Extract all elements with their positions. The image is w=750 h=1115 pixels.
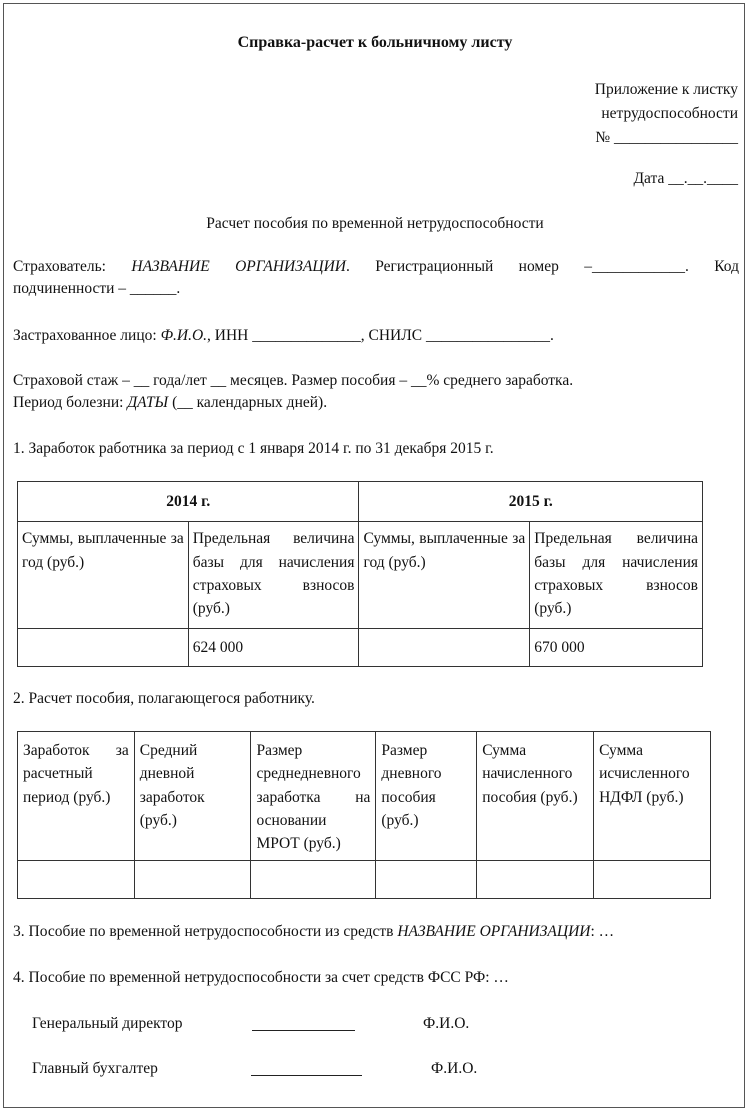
benefit-calc-table	[17, 731, 711, 899]
section-3-line	[13, 920, 739, 943]
col-mrot-header: Размер среднедневного заработка на основании МРОТ (руб.)	[251, 732, 376, 861]
insurer-reg-number: . Регистрационный номер –____________. Код	[345, 258, 739, 275]
document-subtitle: Расчет пособия по временной нетрудоспособности	[206, 215, 544, 232]
year-2015-header: 2015 г.	[359, 482, 703, 522]
accrued-benefit-value	[477, 861, 594, 899]
limit-2014-header: Предельная величина базы для начисления страховых взносов (руб.)	[188, 522, 359, 629]
director-signature-line	[252, 1030, 355, 1031]
daily-benefit-value	[376, 861, 477, 899]
director-label: Генеральный директор	[32, 1015, 183, 1032]
mrot-value	[251, 861, 376, 899]
avg-daily-value	[134, 861, 251, 899]
illness-days: (__ календарных дней).	[172, 394, 328, 412]
ndfl-value	[594, 861, 711, 899]
attachment-line-2: нетрудоспособности	[601, 105, 738, 123]
limit-2015-value: 670 000	[530, 629, 703, 667]
col-avg-daily-header: Средний дневной заработок (руб.)	[134, 732, 251, 861]
insurer-line-1	[13, 256, 739, 278]
col-accrued-benefit-header: Сумма начисленного пособия (руб.)	[477, 732, 594, 861]
illness-dates: ДАТЫ	[127, 394, 169, 412]
limit-2015-header: Предельная величина базы для начисления страховых взносов (руб.)	[530, 522, 703, 629]
insurer-paragraph	[13, 256, 739, 301]
col-earnings-header: Заработок за расчетный период (руб.)	[18, 732, 135, 861]
insured-paragraph	[13, 324, 739, 347]
illness-period-line	[13, 392, 739, 414]
accountant-label: Главный бухгалтер	[32, 1060, 158, 1077]
paid-2015-header: Суммы, выплаченные за год (руб.)	[359, 522, 530, 629]
section-3-prefix: 3. Пособие по временной нетрудоспособности из средств	[13, 923, 394, 940]
earnings-value	[18, 861, 135, 899]
section-3-org: НАЗВАНИЕ ОРГАНИЗАЦИИ	[397, 923, 591, 940]
accountant-signature-line	[251, 1075, 362, 1076]
director-name: Ф.И.О.	[423, 1015, 470, 1032]
insurer-label: Страхователь:	[13, 258, 106, 275]
section-3-suffix: : …	[590, 923, 615, 940]
paid-2015-value	[359, 629, 530, 667]
illness-period-label: Период болезни:	[13, 394, 124, 412]
insurance-stage-line: Страховой стаж – __ года/лет __ месяцев. Размер пособия – __% среднего заработка.	[13, 372, 574, 389]
insured-label: Застрахованное лицо:	[13, 327, 157, 344]
paid-2014-value	[18, 629, 189, 667]
limit-2014-value: 624 000	[188, 629, 359, 667]
section-4-line: 4. Пособие по временной нетрудоспособности за счет средств ФСС РФ: …	[13, 969, 509, 986]
insured-ids: , ИНН ______________, СНИЛС ________________.	[207, 327, 554, 344]
accountant-name: Ф.И.О.	[431, 1060, 478, 1077]
section-2-heading: 2. Расчет пособия, полагающегося работнику.	[13, 690, 315, 707]
section-1-heading: 1. Заработок работника за период с 1 января 2014 г. по 31 декабря 2015 г.	[13, 440, 494, 457]
insurer-subordination: подчиненности – ______.	[13, 280, 181, 298]
insurer-org-name: НАЗВАНИЕ ОРГАНИЗАЦИИ	[131, 258, 346, 275]
insured-fio: Ф.И.О.	[160, 327, 208, 344]
attachment-line-1: Приложение к листку	[594, 81, 738, 98]
col-daily-benefit-header: Размер дневного пособия (руб.)	[376, 732, 477, 861]
attachment-block	[595, 78, 738, 150]
earnings-table	[17, 481, 703, 667]
paid-2014-header: Суммы, выплаченные за год (руб.)	[18, 522, 189, 629]
date-field: Дата __.__.____	[633, 170, 738, 187]
year-2014-header: 2014 г.	[18, 482, 359, 522]
document-title: Справка-расчет к больничному листу	[237, 34, 513, 51]
col-ndfl-header: Сумма исчисленного НДФЛ (руб.)	[594, 732, 711, 861]
stage-paragraph	[13, 370, 739, 415]
attachment-number: № ________________	[595, 129, 738, 147]
